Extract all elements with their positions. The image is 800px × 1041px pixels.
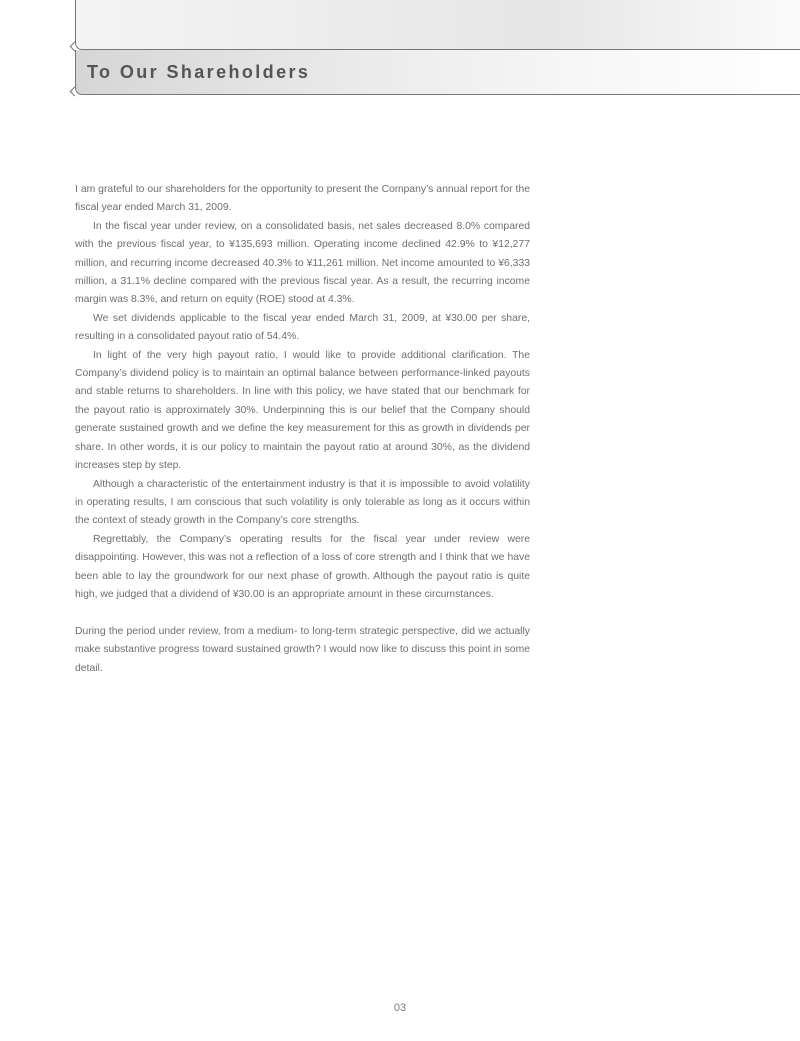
page-header <box>0 0 800 100</box>
paragraph-results: In the fiscal year under review, on a consolidated basis, net sales decreased 8.0% compared with the previous fiscal year, to ¥135,693 million. Operating income declined 42.9% to ¥12,277 million, and recurring income decreased 40.3% to ¥11,261 million. Net income amounted to ¥6,333 million, a 31.1% decline compared with the previous fiscal year. As a result, the recurring income margin was 8.3%, and return on equity (ROE) stood at 4.3%. <box>75 220 530 306</box>
paragraph-dividends: We set dividends applicable to the fiscal year ended March 31, 2009, at ¥30.00 per share, resulting in a consolidated payout ratio of 54.4%. <box>75 312 530 343</box>
header-top-panel <box>75 0 800 50</box>
paragraph-growth-question: During the period under review, from a medium- to long-term strategic perspective, did we actually make substantive progress toward sustained growth? I would now like to discuss this point in some detail. <box>75 625 530 674</box>
page-title: To Our Shareholders <box>87 62 311 82</box>
paragraph-intro: I am grateful to our shareholders for the opportunity to present the Company’s annual report for the fiscal year ended March 31, 2009. <box>75 184 530 214</box>
letter-body <box>75 181 530 678</box>
paragraph-outlook: Regrettably, the Company’s operating results for the fiscal year under review were disappointing. However, this was not a reflection of a loss of core strength and I think that we have been able to lay the groundwork for our next phase of growth. Although the payout ratio is quite high, we judged that a dividend of ¥30.00 is an appropriate amount in these circumstances. <box>75 533 530 600</box>
paragraph-payout-policy: In light of the very high payout ratio, I would like to provide additional clarification. The Company’s dividend policy is to maintain an optimal balance between performance-linked payouts and stable returns to shareholders. In line with this policy, we have stated that our benchmark for the payout ratio is approximately 30%. Underpinning this is our belief that the Company should generate sustained growth and we define the key measurement for this as growth in dividends per share. In other words, it is our policy to maintain the payout ratio at around 30%, as the dividend increases step by step. <box>75 349 530 472</box>
paragraph-volatility: Although a characteristic of the entertainment industry is that it is impossible to avoid volatility in operating results, I am conscious that such volatility is only tolerable as long as it occurs within the context of steady growth in the Company’s core strengths. <box>75 478 530 527</box>
page-number: 03 <box>393 1002 407 1014</box>
